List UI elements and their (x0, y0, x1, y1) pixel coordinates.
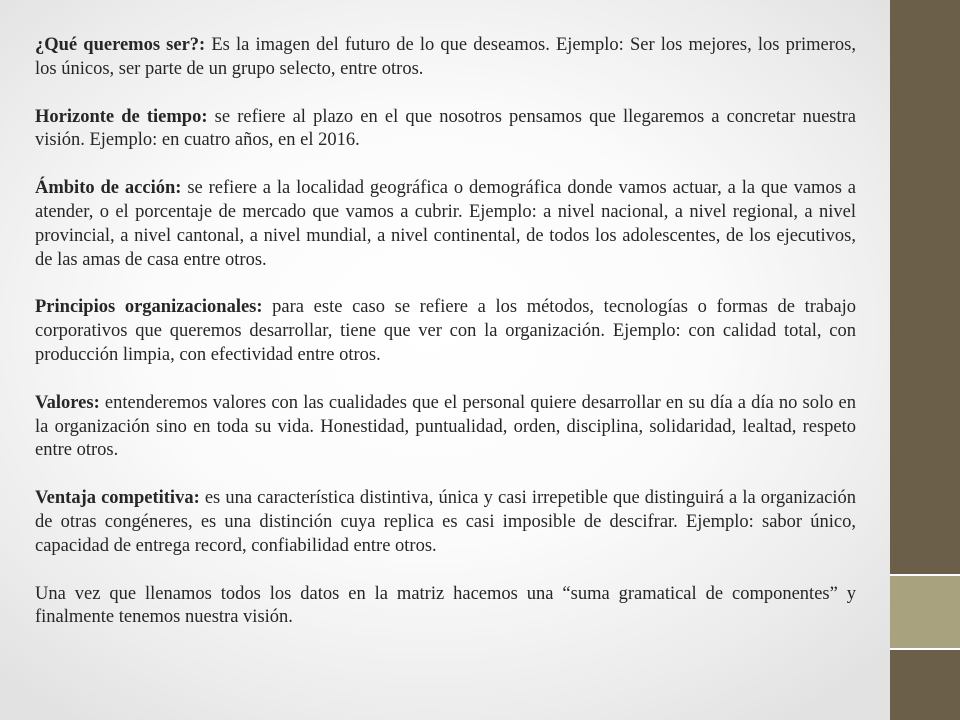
sidebar-divider-bottom (890, 648, 960, 650)
term-valores: Valores: (35, 392, 100, 413)
body-conclusion: Una vez que llenamos todos los datos en la matriz hacemos una “suma gramatical de componentes” y finalmente tenemos nuestra visión. (35, 583, 856, 628)
body-horizonte-de-tiempo: se refiere al plazo en el que nosotros pensamos que llegaremos a concretar nuestra visión. Ejemplo: en cuatro años, en el 2016. (35, 106, 856, 151)
term-horizonte-de-tiempo: Horizonte de tiempo: (35, 106, 208, 127)
paragraph-valores (35, 392, 856, 463)
body-valores: entenderemos valores con las cualidades que el personal quiere desarrollar en su día a día no solo en la organización sino en toda su vida. Honestidad, puntualidad, orden, disciplina, solidaridad, lealtad, respeto entre otros. (35, 392, 856, 461)
paragraph-que-queremos-ser (35, 34, 856, 82)
body-ambito-de-accion: se refiere a la localidad geográfica o demográfica donde vamos actuar, a la que vamos a atender, o el porcentaje de mercado que vamos a cubrir. Ejemplo: a nivel nacional, a nivel regional, a nivel provincial, a nivel cantonal, a nivel mundial, a nivel continental, de todos los adolescentes, de los ejecutivos, de las amas de casa entre otros. (35, 178, 857, 270)
term-que-queremos-ser: ¿Qué queremos ser?: (35, 35, 206, 55)
slide-body (35, 34, 856, 654)
term-principios-organizacionales: Principios organizacionales: (35, 297, 263, 318)
body-ventaja-competitiva: es una característica distintiva, única y casi irrepetible que distinguirá a la organización de otras congéneres, es una distinción cuya replica es casi imposible de descifrar. Ejemplo: sabor único, capacidad de entrega record, confiabilidad entre otros. (35, 488, 857, 556)
paragraph-principios-organizacionales (35, 296, 856, 367)
sidebar-accent-block (890, 576, 960, 648)
body-principios-organizacionales: para este caso se refiere a los métodos, tecnologías o formas de trabajo corporativos que queremos desarrollar, tiene que ver con la organización. Ejemplo: con calidad total, con producción limpia, con efectividad entre otros. (35, 297, 856, 365)
paragraph-conclusion (35, 583, 856, 631)
paragraph-ventaja-competitiva (35, 487, 856, 558)
paragraph-ambito-de-accion (35, 177, 856, 272)
paragraph-horizonte-de-tiempo (35, 106, 856, 154)
term-ambito-de-accion: Ámbito de acción: (35, 178, 182, 199)
term-ventaja-competitiva: Ventaja competitiva: (35, 488, 200, 509)
body-que-queremos-ser: Es la imagen del futuro de lo que deseamos. Ejemplo: Ser los mejores, los primeros, los únicos, ser parte de un grupo selecto, entre otros. (35, 35, 856, 79)
